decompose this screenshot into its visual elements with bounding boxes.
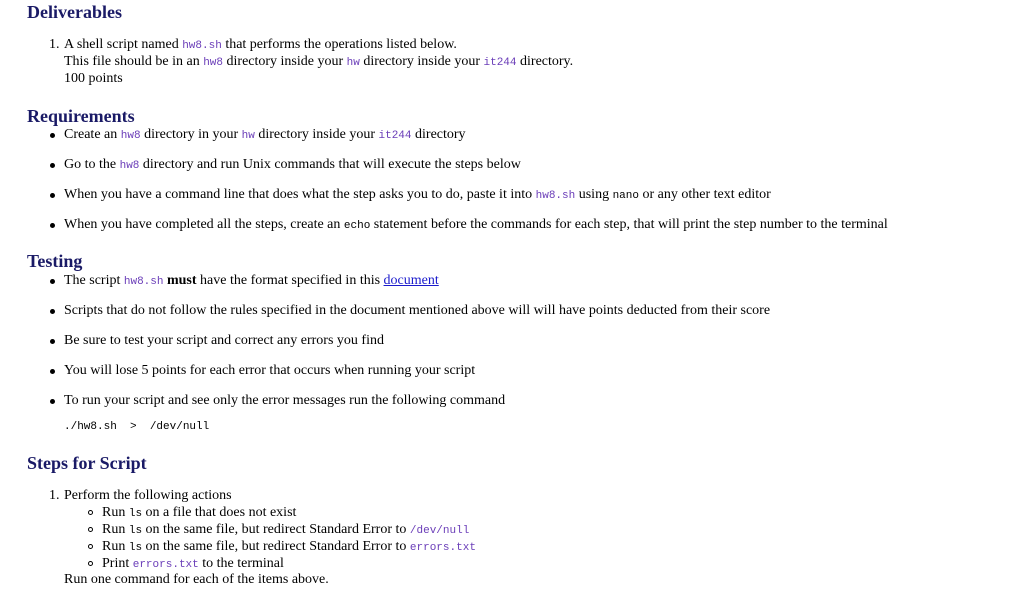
circle-bullet-icon	[88, 527, 93, 532]
requirements-heading: Requirements	[27, 106, 135, 126]
step-subitem: Run ls on the same file, but redirect Standard Error to errors.txt	[102, 539, 476, 554]
deliverables-line-2: This file should be in an hw8 directory inside your hw directory inside your it244 directory.	[64, 54, 574, 69]
requirement-item: Go to the hw8 directory and run Unix commands that will execute the steps below	[64, 157, 521, 172]
step-subitem: Run ls on the same file, but redirect Standard Error to /dev/null	[102, 522, 470, 537]
deliverables-line-1: A shell script named hw8.sh that performs the operations listed below.	[64, 37, 457, 52]
circle-bullet-icon	[88, 561, 93, 566]
bullet-icon	[50, 339, 55, 344]
script-filename: hw8.sh	[182, 40, 222, 52]
bullet-icon	[50, 133, 55, 138]
steps-heading: Steps for Script	[27, 453, 147, 473]
testing-heading: Testing	[27, 251, 83, 271]
testing-item: Be sure to test your script and correct any errors you find	[64, 333, 384, 348]
steps-item-number: 1.	[49, 488, 60, 503]
testing-item: The script hw8.sh must have the format specified in this document	[64, 273, 439, 288]
testing-item: To run your script and see only the error messages run the following command	[64, 393, 506, 408]
deliverables-item-number: 1.	[49, 37, 60, 52]
circle-bullet-icon	[88, 510, 93, 515]
testing-item: You will lose 5 points for each error that occurs when running your script	[64, 363, 476, 378]
deliverables-heading: Deliverables	[27, 2, 122, 22]
bullet-icon	[50, 309, 55, 314]
bullet-icon	[50, 223, 55, 228]
requirement-item: Create an hw8 directory in your hw directory inside your it244 directory	[64, 127, 466, 142]
circle-bullet-icon	[88, 544, 93, 549]
testing-item: Scripts that do not follow the rules specified in the document mentioned above will will have points deducted from their score	[64, 303, 771, 318]
step-subitem: Run ls on a file that does not exist	[102, 505, 297, 520]
deliverables-points: 100 points	[64, 71, 123, 86]
document-link[interactable]: document	[383, 273, 439, 288]
requirement-item: When you have completed all the steps, create an echo statement before the commands for each step, that will print the step number to the terminal	[64, 217, 888, 232]
bullet-icon	[50, 279, 55, 284]
bullet-icon	[50, 399, 55, 404]
requirement-item: When you have a command line that does what the step asks you to do, paste it into hw8.sh using nano or any other text editor	[64, 187, 771, 202]
run-command: ./hw8.sh > /dev/null	[64, 421, 210, 433]
bullet-icon	[50, 369, 55, 374]
steps-outro: Run one command for each of the items above.	[64, 572, 329, 587]
bullet-icon	[50, 193, 55, 198]
bullet-icon	[50, 163, 55, 168]
step-subitem: Print errors.txt to the terminal	[102, 556, 284, 571]
steps-intro: Perform the following actions	[64, 488, 232, 503]
